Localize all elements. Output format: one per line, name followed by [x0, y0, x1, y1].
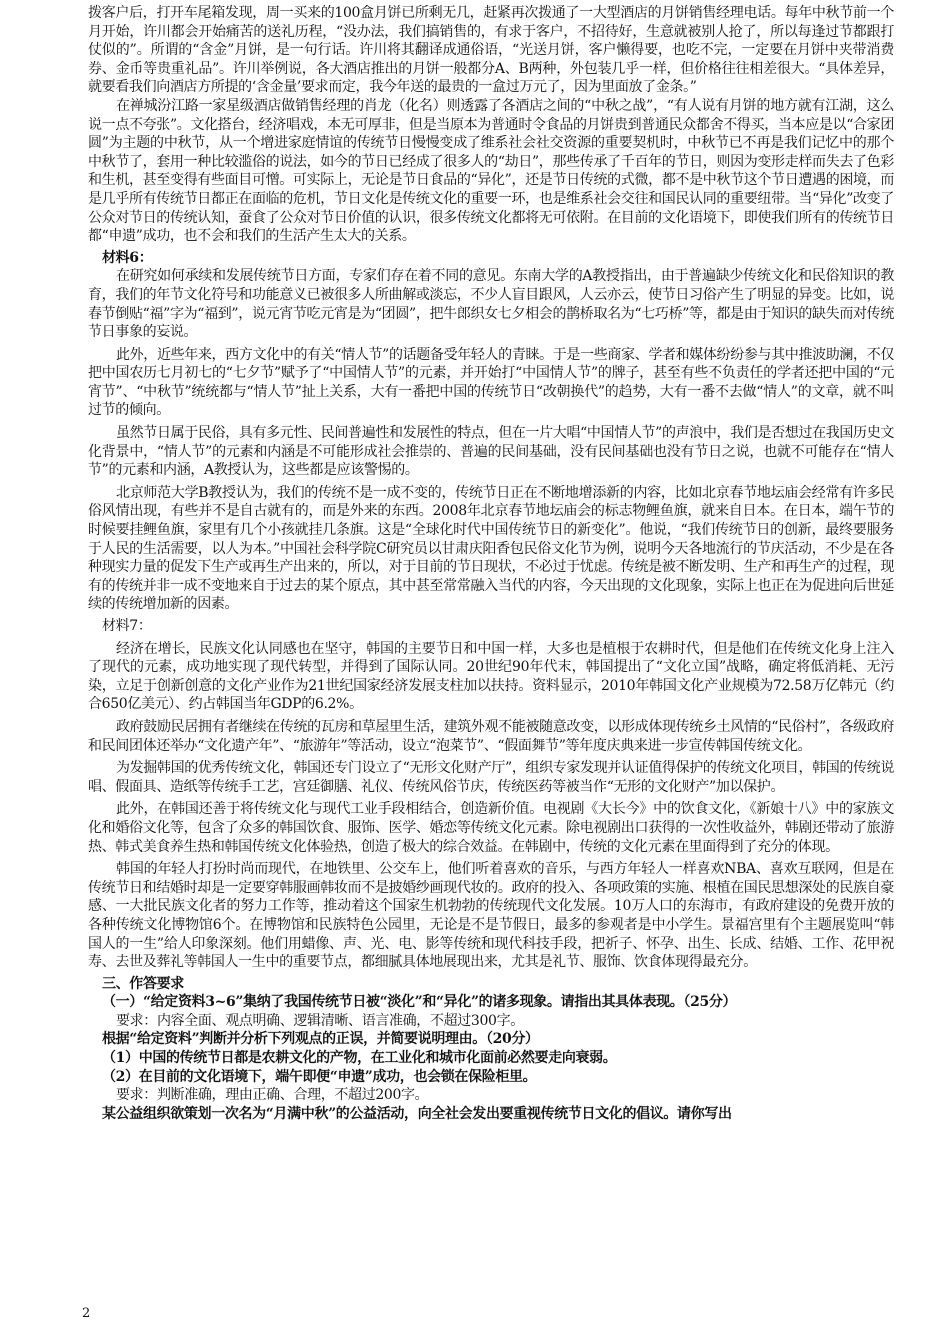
question-1-requirements: 要求：内容全面、观点明确、逻辑清晰、语言准确，不超过300字。 — [116, 1012, 524, 1029]
paragraph-valentines-trend: 此外，近些年来，西方文化中的有关“情人节”的话题备受年轻人的青睐。于是一些商家、学者和媒体纷纷参与其中推波助澜，不仅把中国农历七月初七的“七夕节”赋予了“中国情人节”的元素，并开始打“中国情人节”的牌子，甚至有些不负责任的学者还把中国的“元宵节”、“中秋节”统统都与“情人节”扯上关系，大有一番把中国的传统节日“改朝换代”的趋势，大有一番不去做“情人”的文章，就不叫过节的倾向。 — [88, 346, 895, 419]
paragraph-korean-youth: 韩国的年轻人打扮时尚而现代，在地铁里、公交车上，他们听着喜欢的音乐，与西方年轻人一样喜欢NBA、喜欢互联网，但是在传统节日和结婚时却是一定要穿韩服画韩妆而不是披婚纱画现代妆的。政府的投入、各项政策的实施、根植在国民思想深处的民族自豪感、一大批民族文化者的努力工作等，推动着这个国家生机勃勃的传统现代文化发展。10万人口的东海市，有政府建设的免费开放的各种传统文化博物馆6个。在博物馆和民族特色公园里，无论是不是节假日，最多的参观者是中小学生。景福宫里有个主题展览叫“韩国人的一生”给人印象深刻。他们用蜡像、声、光、电、影等传统和现代科技手段，把祈子、怀孕、出生、长成、结婚、工作、花甲祝寿、去世及葬礼等韩国人一生中的重要节点，都细腻具体地展现出来，尤其是礼节、服饰、饮食体现得最充分。 — [88, 861, 894, 971]
material-6-heading: 材料6： — [102, 249, 153, 266]
paragraph-korean-drama: 此外，在韩国还善于将传统文化与现代工业手段相结合，创造新价值。电视剧《大长今》中的饮食文化，《新娘十八》中的家族文化和婚俗文化等，包含了众多的韩国饮食、服饰、医学、婚恋等传统文化元素。除电视剧出口获得的一次性收益外，韩剧还带动了旅游热、韩式美食养生热和韩国传统文化体验热，创造了极大的综合效益。在韩剧中，传统的文化元素在里面得到了充分的体现。 — [88, 801, 894, 855]
question-2: 根据“给定资料”判断并分析下列观点的正误，并简要说明理由。（20分） — [102, 1031, 539, 1048]
paragraph-mooncake-sales: 拨客户后，打开车尾箱发现，周一买来的100盒月饼已所剩无几，赶紧再次拨通了一大型酒店的月饼销售经理电话。每年中秋节前一个月开始，许川都会开始痛苦的送礼历程，“没办法，我们搞销售的，有求于客户，不招待好，生意就被别人抢了，所以每逢过节都跟打仗似的”。所谓的“含金”月饼，是一句行话。许川将其翻译成通俗语，“光送月饼，客户懒得要，也吃不完，一定要在月饼中夹带消费券、金币等贵重礼品”。许川举例说，各大酒店推出的月饼一般都分A、B两种，外包装几乎一样，但价格往往相差很大。“具体差异，就要看我们向酒店方所提的‘含金量’要求而定，我今年送的最贵的一盒过万元了，因为里面放了金条。” — [88, 5, 894, 96]
answer-requirements-heading: 三、作答要求 — [102, 975, 184, 992]
paragraph-korea-culture-strategy: 经济在增长，民族文化认同感也在坚守，韩国的主要节日和中国一样，大多也是植根于农耕时代，但是他们在传统文化身上注入了现代的元素，成功地实现了现代转型，并得到了国际认同。20世纪90年代末，韩国提出了“文化立国”战略，确定将低消耗、无污染，立足于创新创意的文化产业作为21世纪国家经济发展支柱加以扶持。资料显示，2010年韩国文化产业规模为72.58万亿韩元（约合650亿美元）、约占韩国当年GDP的6.2%。 — [88, 640, 894, 713]
question-2-statement-2: （2）在目前的文化语境下，端午即便“申遗”成功，也会锁在保险柜里。 — [102, 1068, 537, 1085]
question-3: 某公益组织欲策划一次名为“月满中秋”的公益活动，向全社会发出要重视传统节日文化的倡议。请你写出 — [102, 1105, 732, 1122]
question-2-statement-1: （1）中国的传统节日都是农耕文化的产物，在工业化和城市化面前必然要走向衰弱。 — [102, 1050, 617, 1067]
paragraph-mid-autumn-battle: 在禅城汾江路一家星级酒店做销售经理的肖龙（化名）则透露了各酒店之间的“中秋之战”，“有人说有月饼的地方就有江湖，这么说一点不夸张”。文化搭台，经济唱戏，本无可厚非，但是当原本为普通时令食品的月饼贵到普通民众都舍不得买，当本应是以“合家团圆”为主题的中秋节，从一个增进家庭情谊的传统节日慢慢变成了维系社会社交资源的重要契机时，中秋节已不再是我们记忆中的那个中秋节了，套用一种比较滥俗的说法，如今的节日已经成了很多人的“劫日”，那些传承了千百年的节日，则因为变形走样而失去了色彩和生机，甚至变得有些面目可憎。可实际上，无论是节日食品的“异化”，还是节日传统的式微，都不是中秋节这个节日遭遇的困境，而是几乎所有传统节日都正在面临的危机，节日文化是传统文化的重要一环，也是维系社会交往和国民认同的重要纽带。当“异化”改变了公众对节日的传统认知，蚕食了公众对节日价值的认识，很多传统文化都将无可依附。在目前的文化语境下，即使我们所有的传统节日都“申遗”成功，也不会和我们的生活产生太大的关系。 — [88, 97, 894, 245]
paragraph-professor-a: 在研究如何承续和发展传统节日方面，专家们存在着不同的意见。东南大学的A教授指出，由于普遍缺少传统文化和民俗知识的教育，我们的年节文化符号和功能意义已被很多人所曲解或淡忘，不少人盲目跟风，人云亦云，使节日习俗产生了明显的异变。比如，说春节倒贴“福”字为“福到”，说元宵节吃元宵是为“团圆”，把牛郎织女七夕相会的鹊桥取名为“七巧桥”等，都是由于知识的缺失而对传统节日事象的妄说。 — [88, 268, 894, 341]
paragraph-professor-b: 北京师范大学B教授认为，我们的传统不是一成不变的，传统节日正在不断地增添新的内容，比如北京春节地坛庙会经常有许多民俗风情出现，有些并不是自古就有的，而是外来的东西。2008年北京春节地坛庙会的标志物鲤鱼旗，就来自日本。在日本，端午节的时候要挂鲤鱼旗，家里有几个小孩就挂几条旗。这是“全球化时代中国传统节日的新变化”。他说，“我们传统节日的创新，最终要服务于人民的生活需要，以人为本。”中国社会科学院C研究员以甘肃庆阳香包民俗文化节为例，说明今天各地流行的节庆活动，不少是在各种现实力量的促发下生产或再生产出来的，所以，对于目前的节日现状，不必过于忧虑。传统是被不断发明、生产和再生产的过程，现有的传统并非一成不变地来自于过去的某个原点，其中甚至常常融入当代的内容，今天出现的文化现象，实际上也正在为促进向后世延续的传统增加新的因素。 — [88, 484, 894, 613]
paragraph-folk-village: 政府鼓励民居拥有者继续在传统的瓦房和草屋里生活，建筑外观不能被随意改变，以形成体现传统乡土风情的“民俗村”，各级政府和民间团体还举办“文化遗产年”、“旅游年”等活动，设立“泡菜节”、“假面舞节”等年度庆典来进一步宣传韩国传统文化。 — [88, 718, 895, 754]
paragraph-folk-basis: 虽然节日属于民俗，具有多元性、民间普遍性和发展性的特点，但在一片大唱“中国情人节”的声浪中，我们是否想过在我国历史文化背景中，“情人节”的元素和内涵是不可能形成社会推崇的、普遍的民间基础，没有民间基础也没有节日之说，也就不可能存在“情人节”的元素和内涵，A教授认为，这些都是应该警惕的。 — [88, 425, 895, 479]
page-number: 2 — [82, 1306, 91, 1321]
document-body — [88, 4, 894, 1123]
material-7-heading: 材料7： — [102, 618, 152, 634]
question-2-requirements: 要求：判断准确，理由正确、合理，不超过200字。 — [116, 1087, 429, 1104]
question-1: （一）“给定资料3~6”集纳了我国传统节日被“淡化”和“异化”的诸多现象。请指出其具体表现。（25分） — [102, 994, 737, 1011]
paragraph-intangible-heritage: 为发掘韩国的优秀传统文化，韩国还专门设立了“无形文化财产厅”，组织专家发现并认证值得保护的传统文化项目，韩国的传统说唱、假面具、造纸等传统手工艺，宫廷御膳、礼仪、传统风俗节庆，传统医药等被当作“无形的文化财产”加以保护。 — [88, 760, 895, 795]
